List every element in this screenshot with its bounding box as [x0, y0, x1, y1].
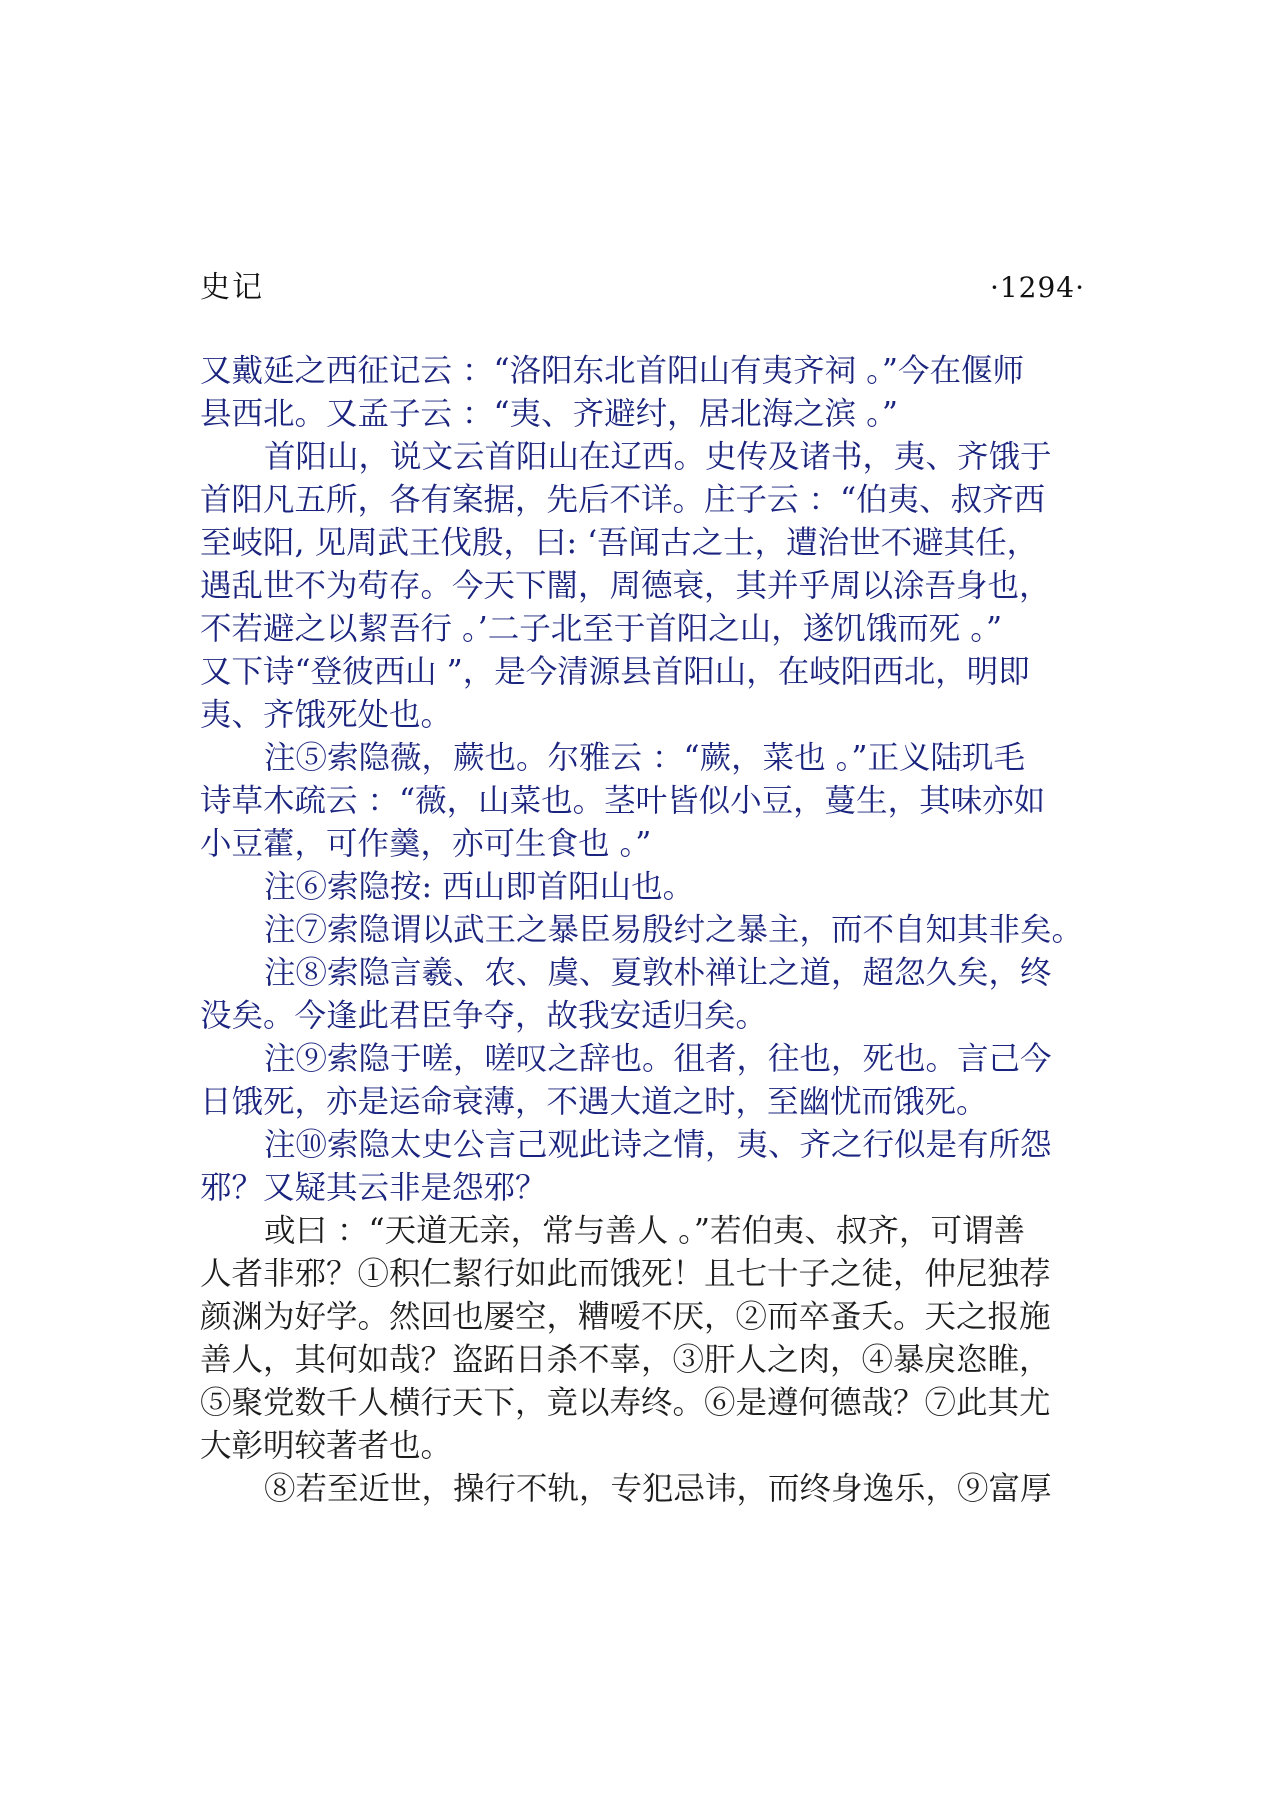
text-line: 小豆藿，可作羹，亦可生食也 。” — [200, 826, 652, 862]
text-line: 善人，其何如哉？盗跖日杀不辜，③肝人之肉，④暴戾恣睢， — [200, 1342, 1051, 1378]
body-text — [200, 350, 1085, 1511]
text-line: 注⑧索隐言羲、农、虞、夏敦朴禅让之道，超忽久矣，终 — [264, 955, 1052, 991]
text-line: 注⑩索隐太史公言己观此诗之情，夷、齐之行似是有所怨 — [264, 1127, 1052, 1163]
text-line: 注⑦索隐谓以武王之暴臣易殷纣之暴主，而不自知其非矣。 — [264, 912, 1084, 948]
text-line: 日饿死，亦是运命衰薄，不遇大道之时，至幽忧而饿死。 — [200, 1084, 988, 1120]
text-line: 县西北。又孟子云 ：“夷、齐避纣，居北海之滨 。” — [200, 396, 898, 432]
text-line: 颜渊为好学。然回也屡空，糟嗳不厌，②而卒蚤夭。天之报施 — [200, 1299, 1051, 1335]
text-line: 人者非邪？①积仁絜行如此而饿死！且七十子之徒，仲尼独荐 — [200, 1256, 1051, 1292]
text-line: 夷、齐饿死处也。 — [200, 697, 453, 733]
text-line: ⑤聚党数千人横行天下，竟以寿终。⑥是遵何德哉？⑦此其尤 — [200, 1385, 1051, 1421]
page-header — [200, 268, 1085, 312]
text-line: 大彰明较著者也。 — [200, 1428, 453, 1464]
text-line: 至岐阳, 见周武王伐殷，曰: ‘吾闻古之士，遭治世不避其任， — [200, 525, 1039, 561]
text-line: 不若避之以絜吾行 。’二子北至于首阳之山，遂饥饿而死 。” — [200, 611, 1003, 647]
text-line: ⑧若至近世，操行不轨，专犯忌讳，而终身逸乐，⑨富厚 — [264, 1471, 1052, 1507]
text-line: 没矣。今逢此君臣争夺，故我安适归矣。 — [200, 998, 768, 1034]
text-line: 注⑤索隐薇，蕨也。尔雅云 ：“蕨，菜也 。”正义陆玑毛 — [264, 740, 1025, 776]
text-line: 或曰 ：“天道无亲，常与善人 。”若伯夷、叔齐，可谓善 — [264, 1213, 1025, 1249]
page-number: ·1294· — [989, 271, 1085, 304]
text-line: 注⑥索隐按: 西山即首阳山也。 — [264, 869, 695, 905]
text-line: 邪？又疑其云非是怨邪？ — [200, 1170, 547, 1206]
text-line: 又下诗“登彼西山 ”，是今清源县首阳山，在岐阳西北，明即 — [200, 654, 1030, 690]
text-line: 又戴延之西征记云 ：“洛阳东北首阳山有夷齐祠 。”今在偃师 — [200, 353, 1024, 389]
book-title: 史记 — [200, 270, 264, 305]
text-line: 遇乱世不为苟存。今天下闇，周德衰，其并乎周以涂吾身也， — [200, 568, 1051, 604]
text-line: 首阳凡五所，各有案据，先后不详。庄子云 ：“伯夷、叔齐西 — [200, 482, 1046, 518]
text-line: 注⑨索隐于嗟，嗟叹之辞也。徂者，往也，死也。言己今 — [264, 1041, 1052, 1077]
text-line: 首阳山，说文云首阳山在辽西。史传及诸书，夷、齐饿于 — [264, 439, 1052, 475]
text-line: 诗草木疏云 ：“薇，山菜也。茎叶皆似小豆，蔓生，其味亦如 — [200, 783, 1046, 819]
